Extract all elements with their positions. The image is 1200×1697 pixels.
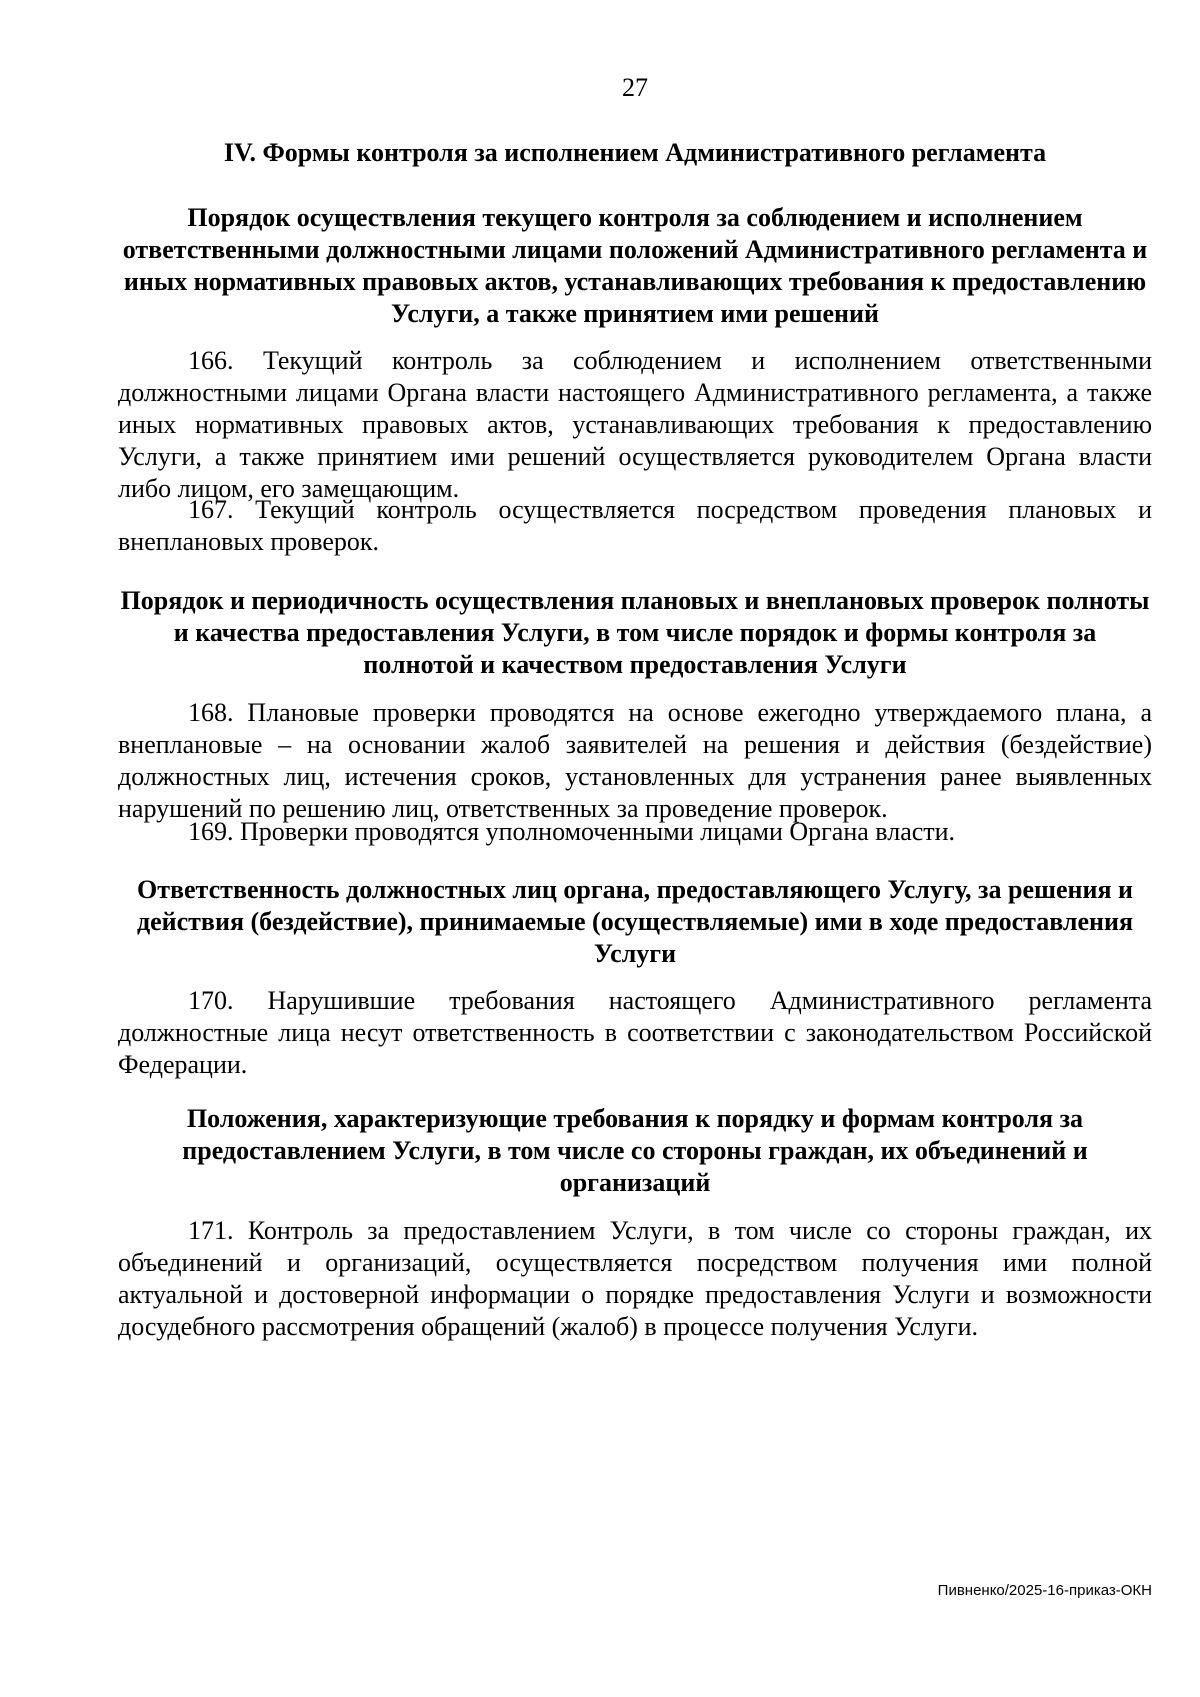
- document-code: Пивненко/2025-16-приказ-ОКН: [937, 1582, 1152, 1599]
- subsection-heading: Положения, характеризующие требования к порядку и формам контроля за предоставлением Услуги, в том числе со стороны граждан, их объединений и организаций: [182, 1104, 1088, 1197]
- paragraph-171: 171. Контроль за предоставлением Услуги, в том числе со стороны граждан, их объединений и организаций, осуществляется посредством получения ими полной актуальной и достоверной информации о порядке предоставления Услуги и возможности досудебного рассмотрения обращений (жалоб) в процессе получения Услуги.: [118, 1216, 1152, 1341]
- paragraph-170: 170. Нарушившие требования настоящего Административного регламента должностные лица несут ответственность в соответствии с законодательством Российской Федерации.: [118, 986, 1152, 1079]
- paragraph-167: 167. Текущий контроль осуществляется посредством проведения плановых и внеплановых проверок.: [118, 495, 1152, 556]
- subsection-heading: Порядок и периодичность осуществления плановых и внеплановых проверок полноты и качества предоставления Услуги, в том числе порядок и формы контроля за полнотой и качеством предоставления Услуги: [120, 586, 1150, 679]
- subsection-heading: Ответственность должностных лиц органа, предоставляющего Услугу, за решения и действия (бездействие), принимаемые (осуществляемые) ими в ходе предоставления Услуги: [136, 875, 1134, 968]
- paragraph-168: 168. Плановые проверки проводятся на основе ежегодно утверждаемого плана, а внеплановые – на основании жалоб заявителей на решения и действия (бездействие) должностных лиц, истечения сроков, установленных для устранения ранее выявленных нарушений по решению лиц, ответственных за проведение проверок.: [118, 698, 1152, 823]
- section-title: IV. Формы контроля за исполнением Административного регламента: [223, 138, 1047, 167]
- subsection-heading: Порядок осуществления текущего контроля за соблюдением и исполнением ответственными должностными лицами положений Административного регламента и иных нормативных правовых актов, устанавливающих требования к предоставлению Услуги, а также принятием ими решений: [122, 203, 1148, 328]
- paragraph-169: 169. Проверки проводятся уполномоченными лицами Органа власти.: [188, 817, 956, 846]
- page-number: 27: [622, 73, 648, 102]
- paragraph-166: 166. Текущий контроль за соблюдением и исполнением ответственными должностными лицами Органа власти настоящего Административного регламента, а также иных нормативных правовых актов, устанавливающих требования к предоставлению Услуги, а также принятием ими решений осуществляется руководителем Органа власти либо лицом, его замещающим.: [118, 346, 1152, 503]
